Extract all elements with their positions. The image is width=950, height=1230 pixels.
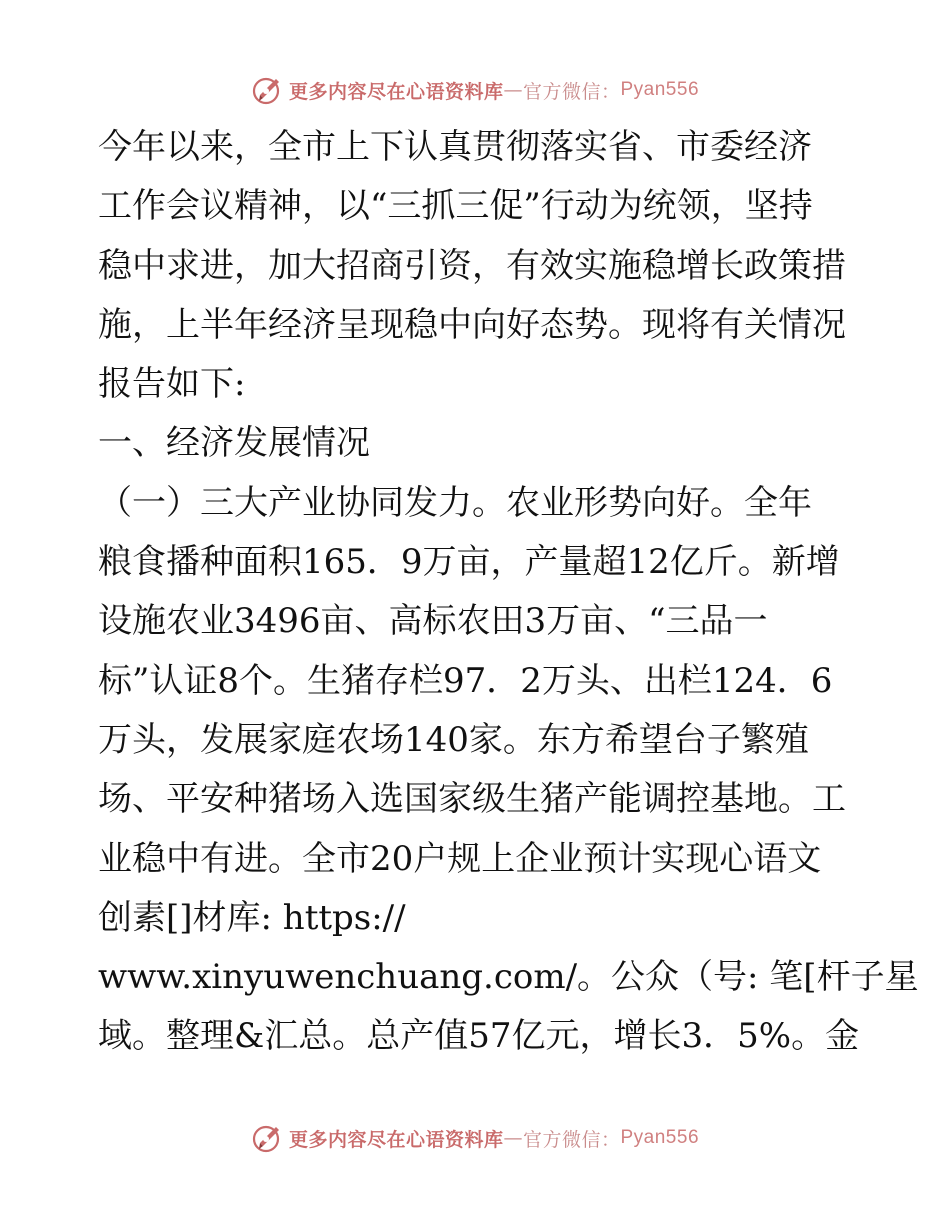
banner-wechat-label: 官方微信： [522, 1128, 621, 1151]
body-line: www.xinyuwenchuang.com/。公众（号: 笔[杆子星 [98, 957, 919, 998]
document-body [98, 118, 919, 1067]
banner-brand-text: 更多内容尽在心语资料库 [288, 1128, 504, 1151]
body-line: 创素[]材库: https:// [98, 897, 406, 938]
body-line: 施，上半年经济呈现稳中向好态势。现将有关情况 [98, 304, 846, 345]
header-banner [0, 70, 950, 110]
section-heading: 一、经济发展情况 [98, 423, 370, 464]
body-line: 工作会议精神，以“三抓三促”行动为统领，坚持 [98, 186, 813, 227]
banner-separator: — [503, 1127, 523, 1149]
banner-wechat-id: Pyan556 [620, 1127, 700, 1148]
body-line: 稳中求进，加大招商引资，有效实施稳增长政策措 [98, 245, 846, 286]
banner-wechat-id: Pyan556 [620, 79, 700, 100]
body-line: 万头，发展家庭农场140家。东方希望台子繁殖 [98, 719, 809, 760]
banner-separator: — [503, 79, 523, 101]
body-line: 业稳中有进。全市20户规上企业预计实现心语文 [98, 838, 822, 879]
body-line: 今年以来，全市上下认真贯彻落实省、市委经济 [98, 127, 812, 167]
body-line: 场、平安种猪场入选国家级生猪产能调控基地。工 [98, 779, 846, 820]
footer-banner [0, 1118, 950, 1158]
quill-pen-logo-icon [251, 1121, 285, 1155]
banner-wechat-label: 官方微信： [522, 80, 621, 103]
body-line: 标”认证8个。生猪存栏97．2万头、出栏124．6 [98, 660, 833, 701]
body-line: 报告如下: [98, 364, 246, 405]
body-line: 设施农业3496亩、高标农田3万亩、“三品一 [98, 601, 768, 642]
banner-brand-text: 更多内容尽在心语资料库 [288, 80, 504, 103]
quill-pen-logo-icon [251, 73, 285, 107]
body-line: 粮食播种面积165．9万亩，产量超12亿斤。新增 [98, 542, 840, 583]
body-line: （一）三大产业协同发力。农业形势向好。全年 [98, 482, 812, 523]
body-line: 域。整理&汇总。总产值57亿元，增长3．5%。金 [98, 1016, 860, 1057]
